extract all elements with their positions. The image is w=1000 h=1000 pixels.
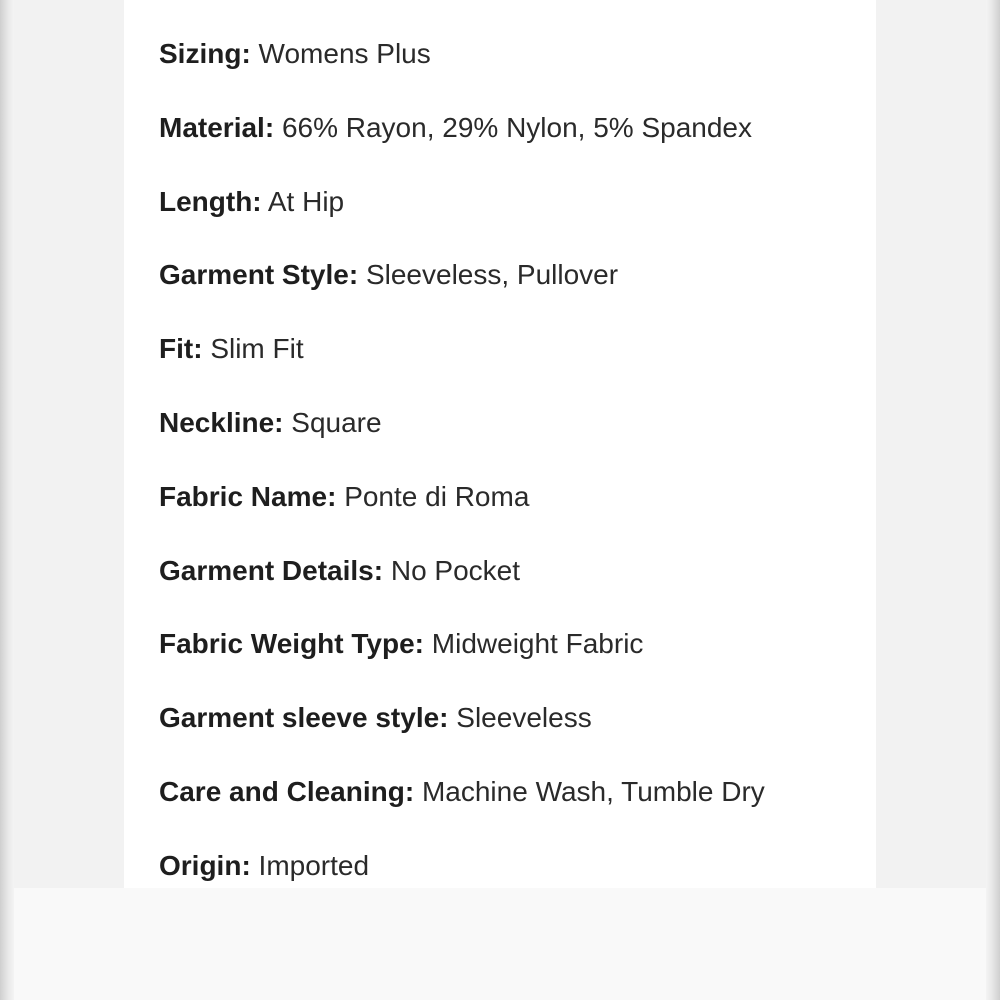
spec-row-material — [159, 110, 765, 184]
spec-label: Material: — [159, 111, 275, 143]
spec-value: Sleeveless — [456, 702, 592, 734]
spec-label: Neckline: — [159, 406, 284, 438]
spec-label: Sizing: — [159, 38, 251, 69]
spec-value: At Hip — [267, 185, 345, 217]
spec-label: Fabric Weight Type: — [159, 628, 424, 660]
spec-value: Midweight Fabric — [431, 628, 644, 660]
spec-value: Machine Wash, Tumble Dry — [421, 775, 765, 807]
product-details-card — [124, 0, 876, 888]
right-edge-shadow — [986, 0, 1000, 1000]
spec-value: Sleeveless, Pullover — [365, 259, 619, 291]
spec-row-garment-style — [159, 257, 765, 331]
spec-label: Fit: — [159, 333, 203, 365]
spec-label: Garment sleeve style: — [159, 702, 449, 734]
spec-row-length — [159, 184, 765, 258]
spec-row-fabric-name — [159, 479, 765, 553]
spec-row-fit — [159, 331, 765, 405]
spec-label: Garment Details: — [159, 554, 384, 586]
right-margin — [876, 0, 986, 888]
spec-row-origin — [159, 848, 765, 922]
spec-label: Origin: — [159, 849, 251, 881]
left-edge-shadow — [0, 0, 14, 1000]
spec-value: 66% Rayon, 29% Nylon, 5% Spandex — [281, 111, 753, 143]
spec-label: Fabric Name: — [159, 480, 337, 512]
spec-value: Square — [291, 406, 382, 438]
spec-row-garment-details — [159, 553, 765, 627]
spec-value: Slim Fit — [210, 333, 304, 365]
spec-row-garment-sleeve-style — [159, 700, 765, 774]
spec-list — [159, 36, 765, 922]
spec-value: Imported — [258, 849, 370, 881]
spec-label: Garment Style: — [159, 259, 359, 291]
spec-row-care-and-cleaning — [159, 774, 765, 848]
spec-value: Ponte di Roma — [344, 480, 530, 512]
spec-row-sizing — [159, 36, 765, 110]
spec-value: No Pocket — [390, 554, 521, 586]
spec-row-neckline — [159, 405, 765, 479]
spec-value: Womens Plus — [258, 38, 431, 69]
left-margin — [14, 0, 124, 888]
spec-row-fabric-weight-type — [159, 626, 765, 700]
spec-label: Length: — [159, 185, 262, 217]
spec-label: Care and Cleaning: — [159, 775, 415, 807]
